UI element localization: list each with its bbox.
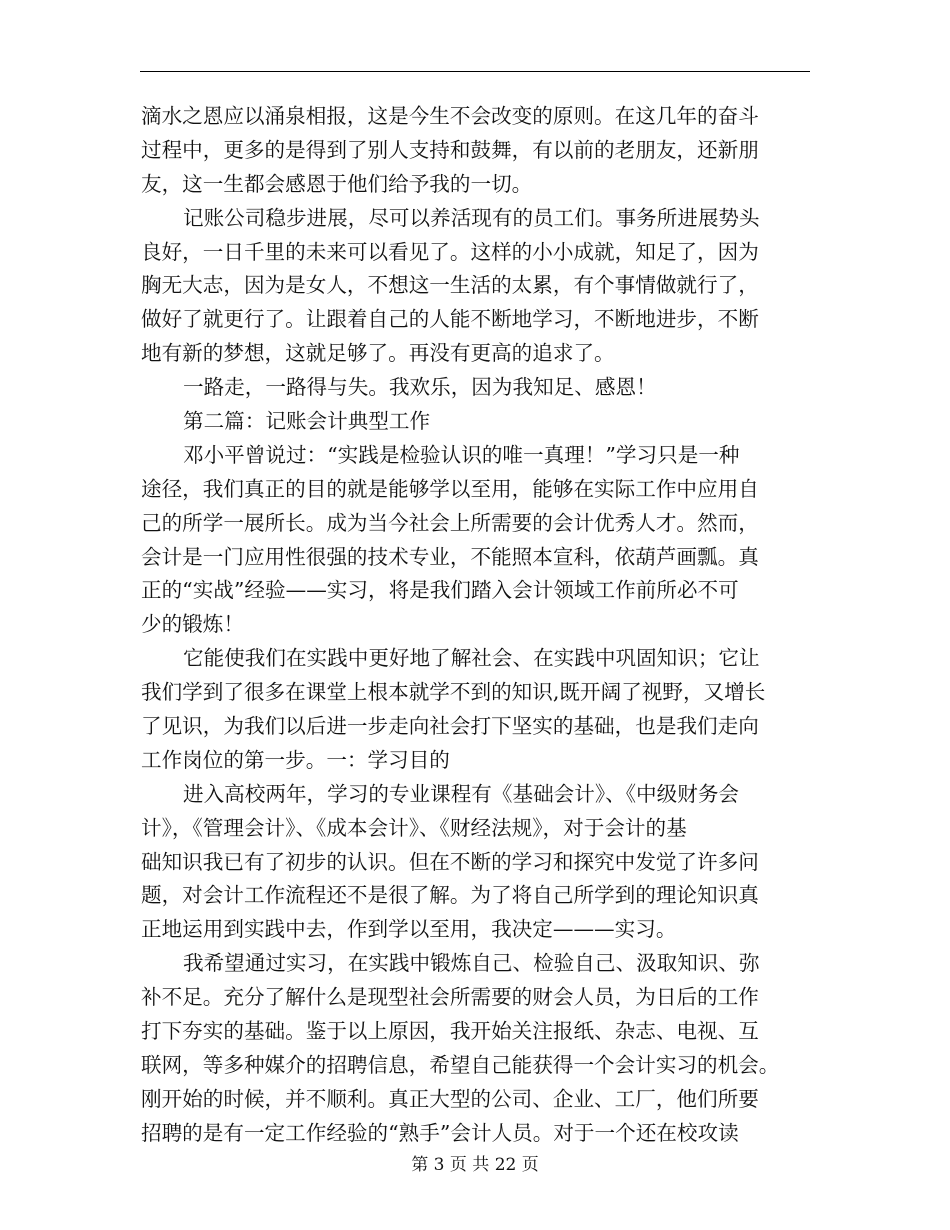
text-line: 联网，等多种媒介的招聘信息，希望自己能获得一个会计实习的机会。 xyxy=(141,1052,780,1077)
text-line: 招聘的是有一定工作经验的“熟手”会计人员。对于一个还在校攻读 xyxy=(141,1120,739,1145)
text-line: 刚开始的时候，并不顺利。真正大型的公司、企业、工厂，他们所要 xyxy=(141,1086,759,1111)
text-line: 正地运用到实践中去，作到学以至用，我决定———实习。 xyxy=(141,917,677,942)
text-line: 做好了就更行了。让跟着自己的人能不断地学习，不断地进步，不断 xyxy=(141,307,759,332)
text-line: 了见识，为我们以后进一步走向社会打下坚实的基础，也是我们走向 xyxy=(141,714,759,739)
text-line: 胸无大志，因为是女人，不想这一生活的太累，有个事情做就行了， xyxy=(141,273,759,298)
text-line: 我们学到了很多在课堂上根本就学不到的知识,既开阔了视野，又增长 xyxy=(141,680,766,705)
text-line: 第二篇：记账会计典型工作 xyxy=(183,409,431,434)
text-line: 己的所学一展所长。成为当今社会上所需要的会计优秀人才。然而， xyxy=(141,510,759,535)
text-line: 过程中，更多的是得到了别人支持和鼓舞，有以前的老朋友，还新朋 xyxy=(141,137,759,162)
text-line: 础知识我已有了初步的认识。但在不断的学习和探究中发觉了许多问 xyxy=(141,849,759,874)
text-line: 工作岗位的第一步。一：学习目的 xyxy=(141,747,450,772)
text-line: 一路走，一路得与失。我欢乐，因为我知足、感恩！ xyxy=(183,375,657,400)
text-line: 友，这一生都会感恩于他们给予我的一切。 xyxy=(141,171,533,196)
text-line: 途径，我们真正的目的就是能够学以至用，能够在实际工作中应用自 xyxy=(141,476,759,501)
text-line: 题，对会计工作流程还不是很了解。为了将自己所学到的理论知识真 xyxy=(141,883,759,908)
text-line: 进入高校两年，学习的专业课程有《基础会计》、《中级财务会 xyxy=(183,781,740,806)
text-line: 记账公司稳步进展，尽可以养活现有的员工们。事务所进展势头 xyxy=(183,205,760,230)
text-line: 良好，一日千里的未来可以看见了。这样的小小成就，知足了，因为 xyxy=(141,239,759,264)
text-line: 会计是一门应用性很强的技术专业，不能照本宣科，依葫芦画瓢。真 xyxy=(141,544,759,569)
text-line: 打下夯实的基础。鉴于以上原因，我开始关注报纸、杂志、电视、互 xyxy=(141,1019,759,1044)
text-line: 它能使我们在实践中更好地了解社会、在实践中巩固知识；它让 xyxy=(183,646,760,671)
text-line: 补不足。充分了解什么是现型社会所需要的财会人员，为日后的工作 xyxy=(141,985,759,1010)
body-text xyxy=(141,100,811,1151)
text-line: 我希望通过实习，在实践中锻炼自己、检验自己、汲取知识、弥 xyxy=(183,951,760,976)
text-line: 计》，《管理会计》、《成本会计》、《财经法规》，对于会计的基 xyxy=(141,815,687,840)
header-rule xyxy=(140,71,810,72)
text-line: 少的锻炼！ xyxy=(141,612,244,637)
text-line: 地有新的梦想，这就足够了。再没有更高的追求了。 xyxy=(141,341,615,366)
page-footer: 第 3 页 共 22 页 xyxy=(411,1155,539,1175)
text-line: 正的“实战”经验——实习，将是我们踏入会计领域工作前所必不可 xyxy=(141,578,739,603)
text-line: 滴水之恩应以涌泉相报，这是今生不会改变的原则。在这几年的奋斗 xyxy=(141,104,759,128)
text-line: 邓小平曾说过：“实践是检验认识的唯一真理！”学习只是一种 xyxy=(183,442,740,467)
